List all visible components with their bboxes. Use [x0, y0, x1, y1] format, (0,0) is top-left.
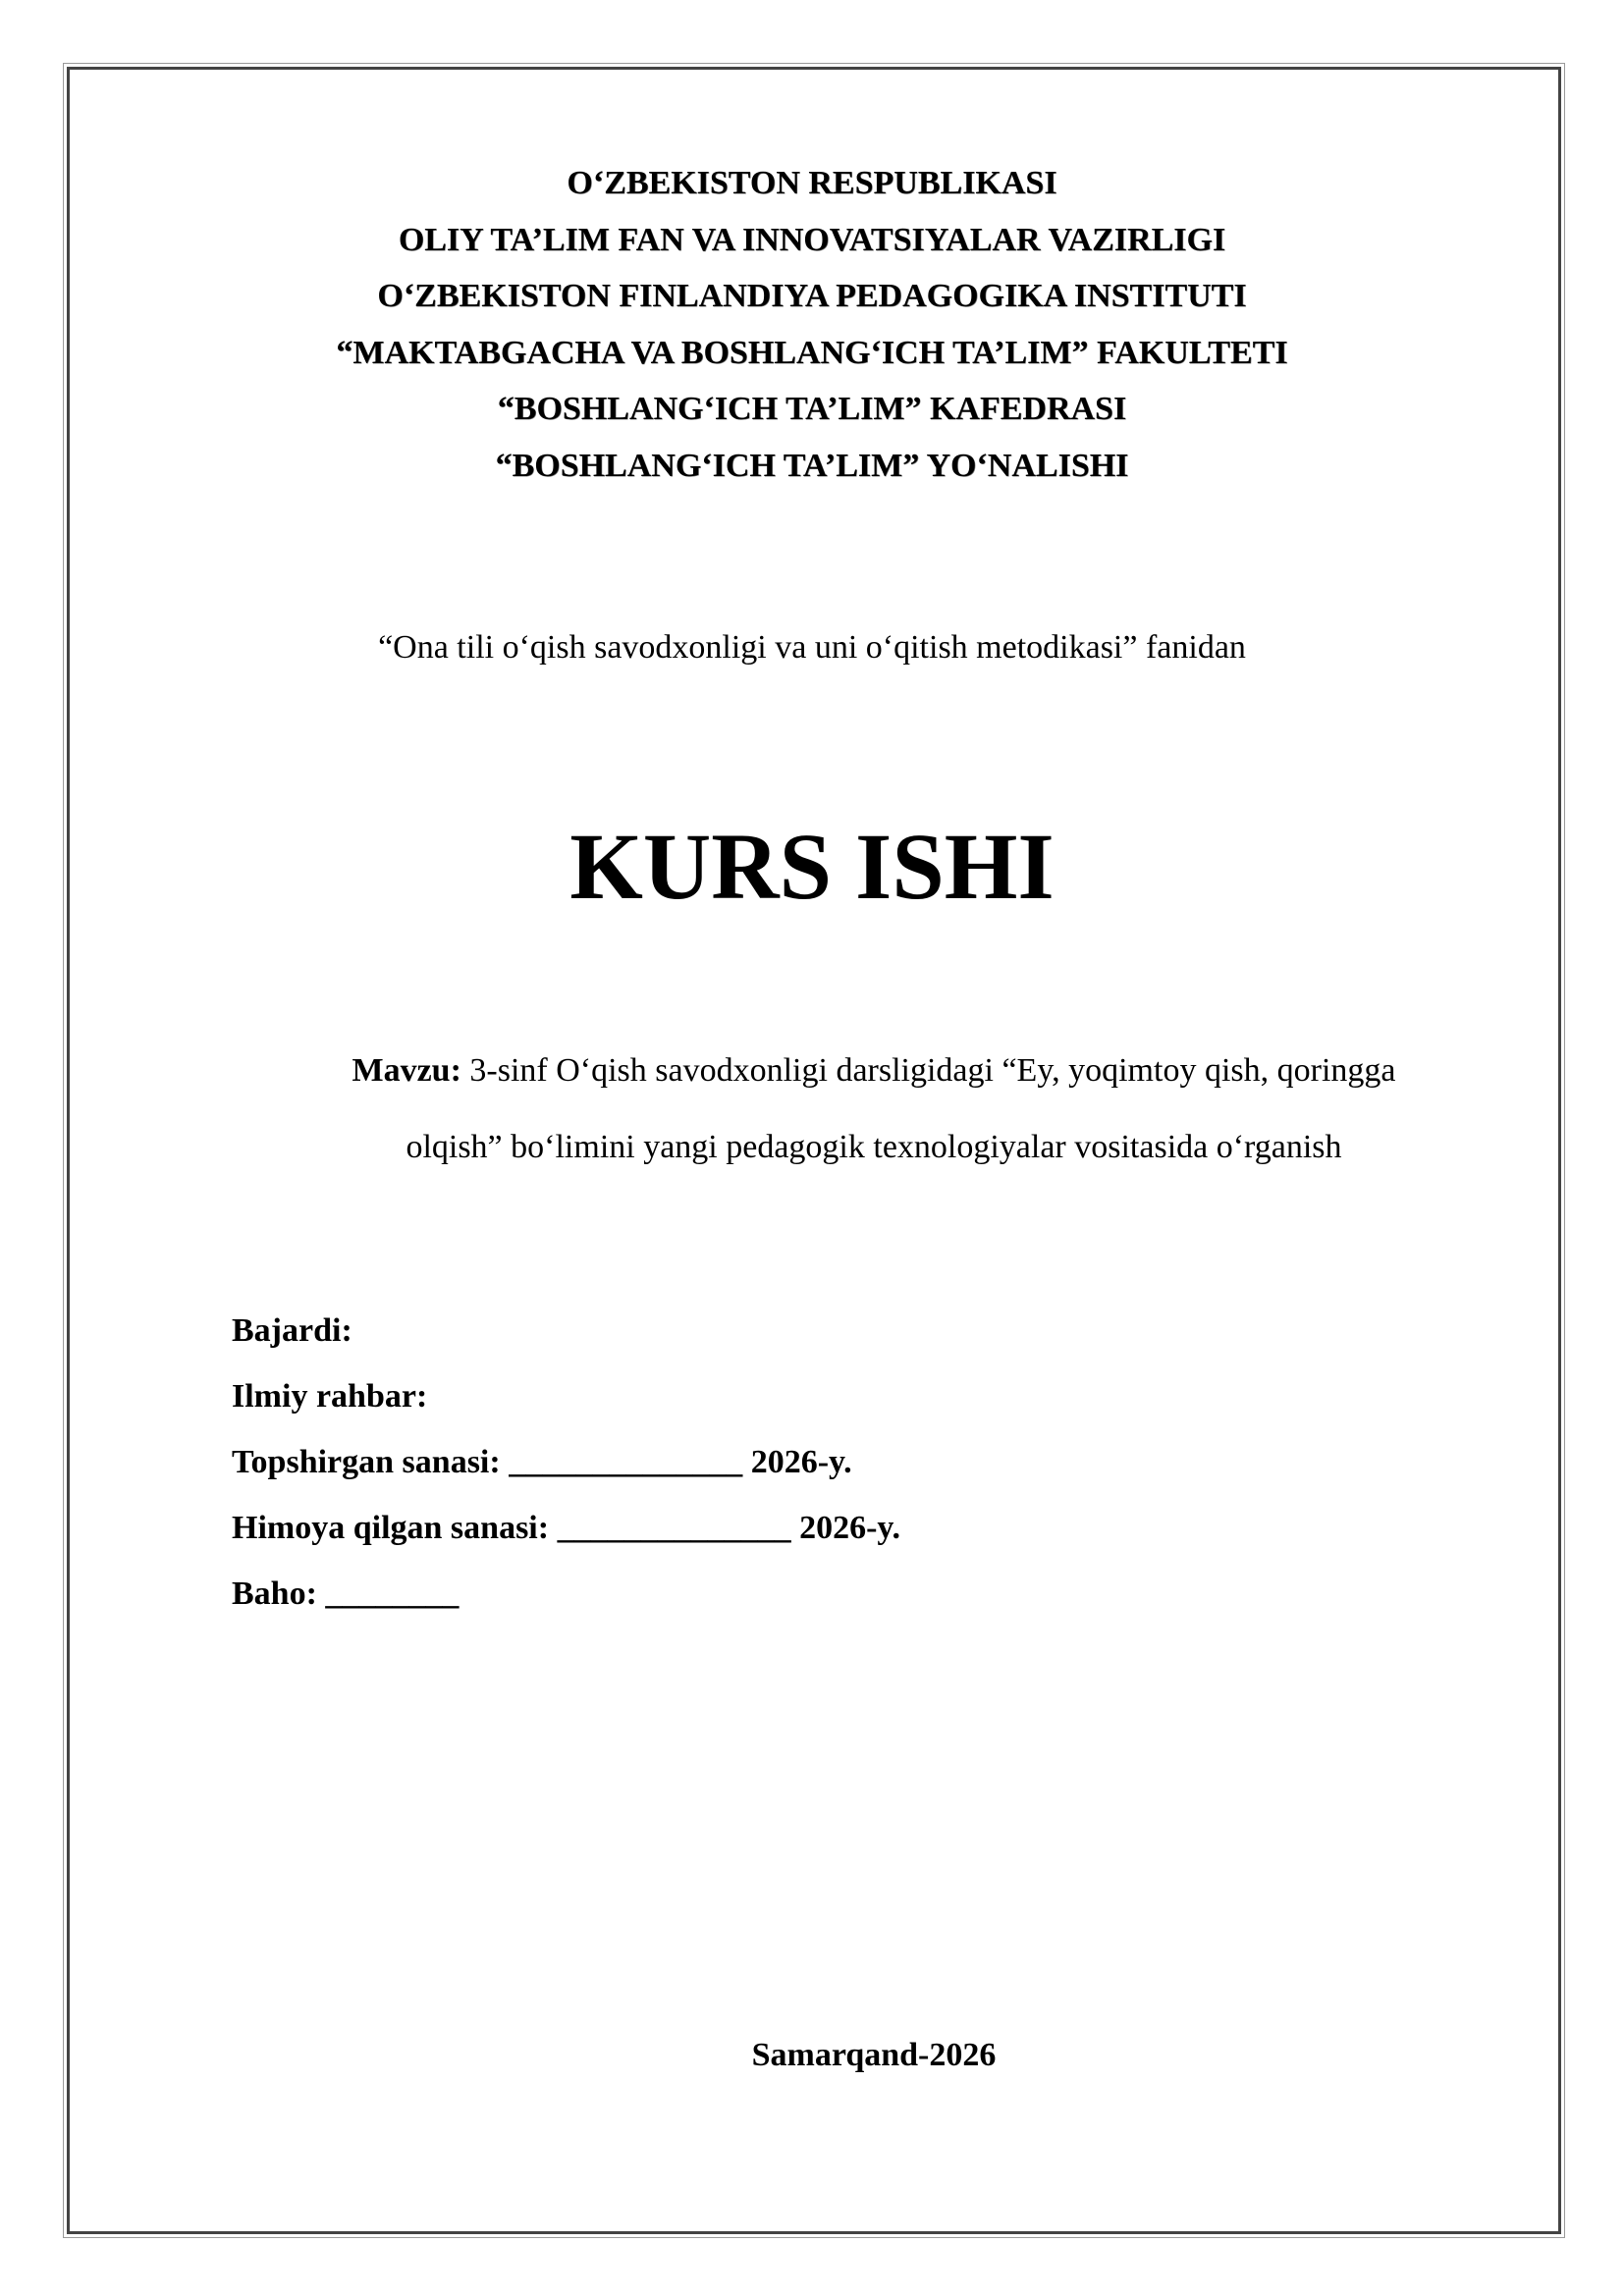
- header-line-republic: O‘ZBEKISTON RESPUBLIKASI: [567, 165, 1057, 201]
- performer-label: Bajardi:: [232, 1312, 352, 1349]
- topic-label: Mavzu:: [352, 1052, 461, 1089]
- header-line-program: “BOSHLANG‘ICH TA’LIM” YO‘NALISHI: [495, 447, 1129, 484]
- topic-text-1: 3-sinf O‘qish savodxonligi darsligidagi “Ey, yoqimtoy qish, qoringga: [460, 1052, 1396, 1089]
- institution-header: [0, 155, 1624, 494]
- defended-date-field: Himoya qilgan sanasi: ______________ 2026-y.: [232, 1510, 901, 1546]
- topic-block: [236, 1033, 1512, 1186]
- header-line-faculty: “MAKTABGACHA VA BOSHLANG‘ICH TA’LIM” FAKULTETI: [336, 334, 1288, 371]
- submitted-date-field: Topshirgan sanasi: ______________ 2026-y.: [232, 1444, 852, 1480]
- supervisor-label: Ilmiy rahbar:: [232, 1378, 428, 1415]
- student-info: [232, 1298, 900, 1627]
- header-line-institute: O‘ZBEKISTON FINLANDIYA PEDAGOGIKA INSTITUTI: [377, 278, 1247, 314]
- topic-line-2: olqish” bo‘limini yangi pedagogik texnologiyalar vositasida o‘rganish: [406, 1129, 1342, 1165]
- city-year: Samarqand-2026: [751, 2037, 997, 2073]
- header-line-ministry: OLIY TA’LIM FAN VA INNOVATSIYALAR VAZIRLIGI: [398, 221, 1226, 258]
- topic-line-1: [236, 1033, 1512, 1109]
- subject-line: “Ona tili o‘qish savodxonligi va uni o‘qitish metodikasi” fanidan: [378, 629, 1246, 666]
- grade-field: Baho: ________: [232, 1575, 460, 1612]
- document-title: KURS ISHI: [569, 814, 1055, 919]
- header-line-department: “BOSHLANG‘ICH TA’LIM” KAFEDRASI: [497, 391, 1127, 427]
